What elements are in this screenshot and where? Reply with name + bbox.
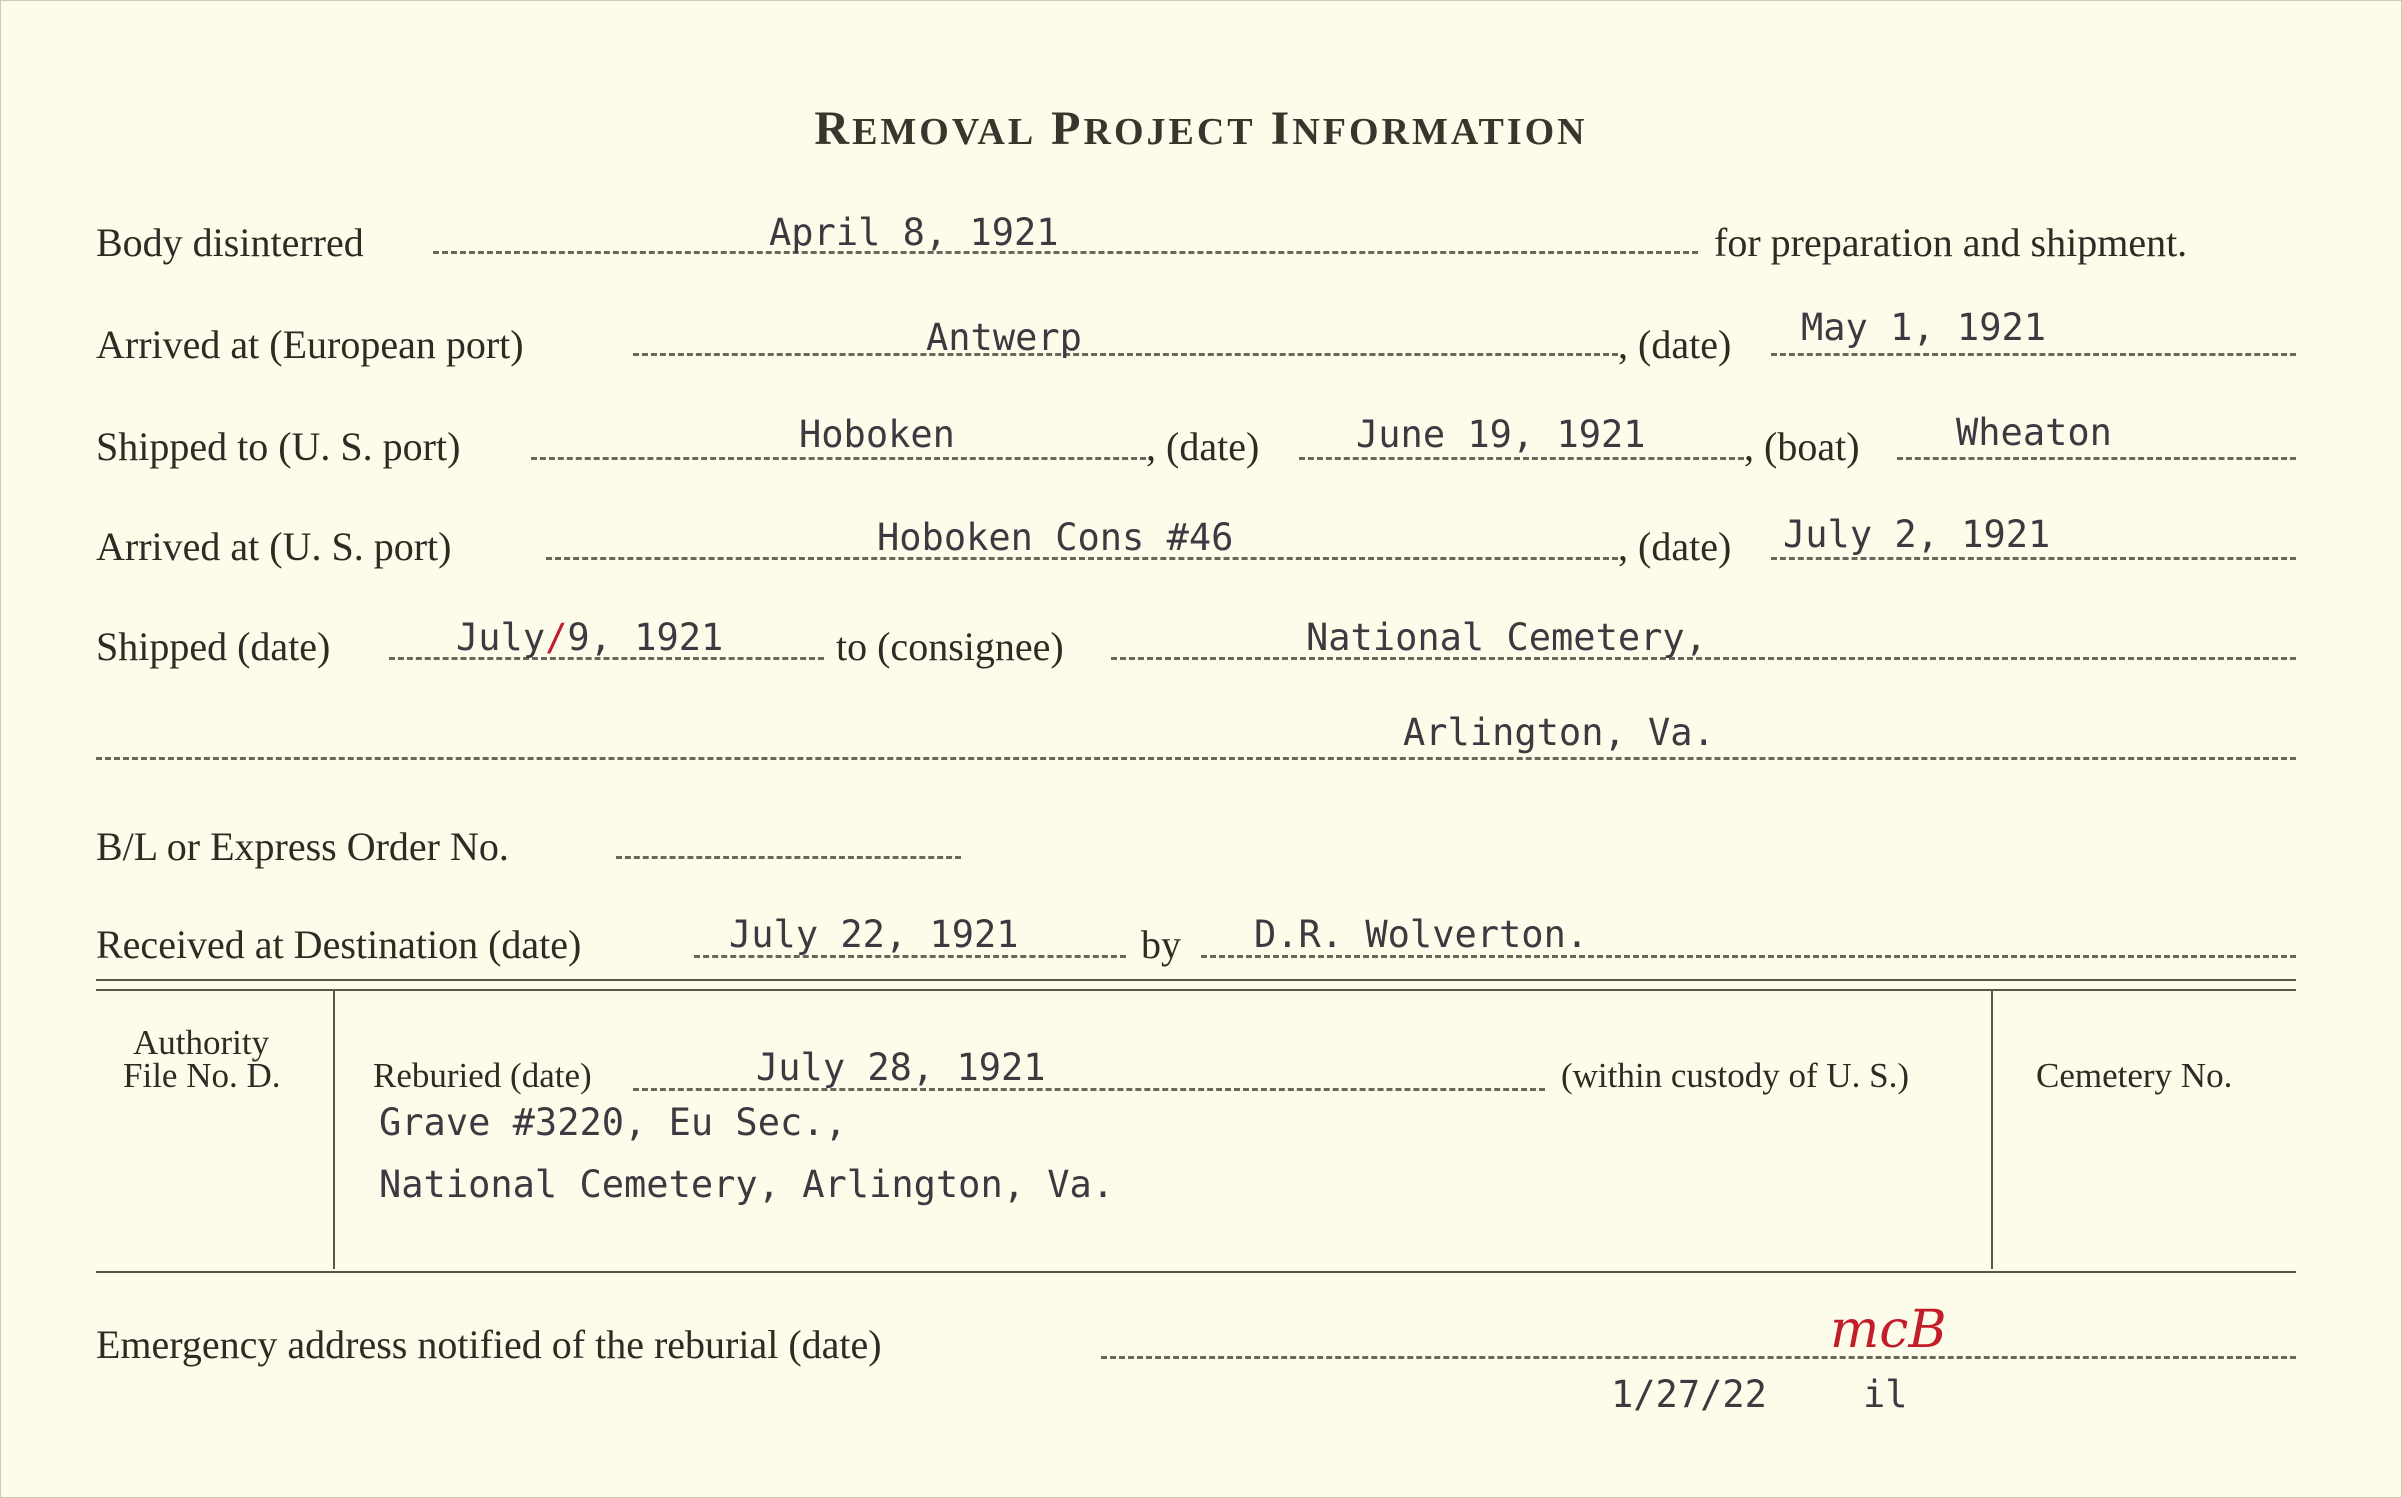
body-disinterred-label: Body disinterred — [96, 220, 364, 265]
box-bottom-rule — [96, 1271, 2296, 1273]
us-port-arrived-date-line — [1771, 557, 2296, 560]
box-top-rule-2 — [96, 989, 2296, 991]
title-initial-1: R — [814, 102, 853, 155]
shipped-date-value-month: July — [456, 616, 546, 659]
card-title — [1, 101, 2401, 156]
consignee-value-line2: Arlington, Va. — [1403, 711, 1715, 754]
consignee-continuation-line — [96, 757, 2296, 760]
us-port-arrived-label: Arrived at (U. S. port) — [96, 524, 452, 569]
us-port-shipped-label: Shipped to (U. S. port) — [96, 424, 461, 469]
title-word-1: EMOVAL — [852, 111, 1037, 153]
consignee-value: National Cemetery, — [1306, 616, 1707, 659]
shipped-date-value-day-year: 9, 1921 — [567, 616, 724, 659]
box-divider-left — [333, 991, 335, 1269]
emergency-address-line — [1101, 1356, 2296, 1359]
consignee-label: to (consignee) — [836, 624, 1064, 669]
shipped-date-value — [456, 616, 723, 659]
emergency-address-label: Emergency address notified of the reburial (date) — [96, 1322, 882, 1367]
us-port-arrived-date-label: , (date) — [1618, 524, 1732, 569]
emergency-date-value: 1/27/22 — [1611, 1373, 1767, 1416]
boat-label: , (boat) — [1744, 424, 1860, 469]
custody-label: (within custody of U. S.) — [1561, 1056, 1910, 1095]
body-disinterred-line — [433, 251, 1698, 254]
box-divider-right — [1991, 991, 1993, 1269]
body-disinterred-suffix: for preparation and shipment. — [1714, 220, 2188, 265]
european-port-date-label: , (date) — [1618, 322, 1732, 367]
us-port-shipped-date-value: June 19, 1921 — [1356, 413, 1646, 456]
received-destination-value: July 22, 1921 — [729, 913, 1019, 956]
body-disinterred-value: April 8, 1921 — [769, 211, 1059, 254]
title-initial-3: I — [1270, 102, 1293, 155]
us-port-arrived-value: Hoboken Cons #46 — [877, 516, 1234, 559]
authority-label-line1: Authority — [133, 1023, 270, 1062]
title-initial-2: P — [1051, 102, 1084, 155]
box-top-rule-1 — [96, 979, 2296, 981]
boat-line — [1897, 457, 2296, 460]
bl-express-order-label: B/L or Express Order No. — [96, 824, 509, 869]
european-port-date-value: May 1, 1921 — [1801, 306, 2047, 349]
reburied-value: July 28, 1921 — [756, 1046, 1046, 1089]
us-port-arrived-date-value: July 2, 1921 — [1783, 513, 2051, 556]
title-word-3: NFORMATION — [1292, 111, 1588, 153]
received-by-value: D.R. Wolverton. — [1254, 913, 1589, 956]
boat-value: Wheaton — [1956, 411, 2112, 454]
red-initials-mark — [1826, 1301, 2001, 1361]
us-port-shipped-date-line — [1299, 457, 1744, 460]
received-destination-label: Received at Destination (date) — [96, 922, 582, 967]
received-by-label: by — [1141, 922, 1181, 967]
us-port-shipped-line — [531, 457, 1146, 460]
european-port-label: Arrived at (European port) — [96, 322, 524, 367]
bl-express-order-line — [616, 856, 961, 859]
reburied-label: Reburied (date) — [373, 1056, 592, 1095]
emergency-code: il — [1863, 1373, 1908, 1416]
european-port-date-line — [1771, 353, 2296, 356]
authority-label-line2: File No. D. — [123, 1056, 281, 1095]
european-port-value: Antwerp — [926, 316, 1082, 359]
cemetery-no-label: Cemetery No. — [2036, 1056, 2233, 1095]
red-initials-text: mcB — [1830, 1301, 1947, 1360]
european-port-line — [633, 353, 1618, 356]
grave-line: Grave #3220, Eu Sec., — [379, 1101, 847, 1144]
cemetery-line: National Cemetery, Arlington, Va. — [379, 1163, 1115, 1206]
us-port-shipped-value: Hoboken — [799, 413, 955, 456]
us-port-shipped-date-label: , (date) — [1146, 424, 1260, 469]
red-correction-mark: / — [545, 616, 568, 659]
title-word-2: ROJECT — [1083, 111, 1256, 153]
shipped-date-label: Shipped (date) — [96, 624, 331, 669]
